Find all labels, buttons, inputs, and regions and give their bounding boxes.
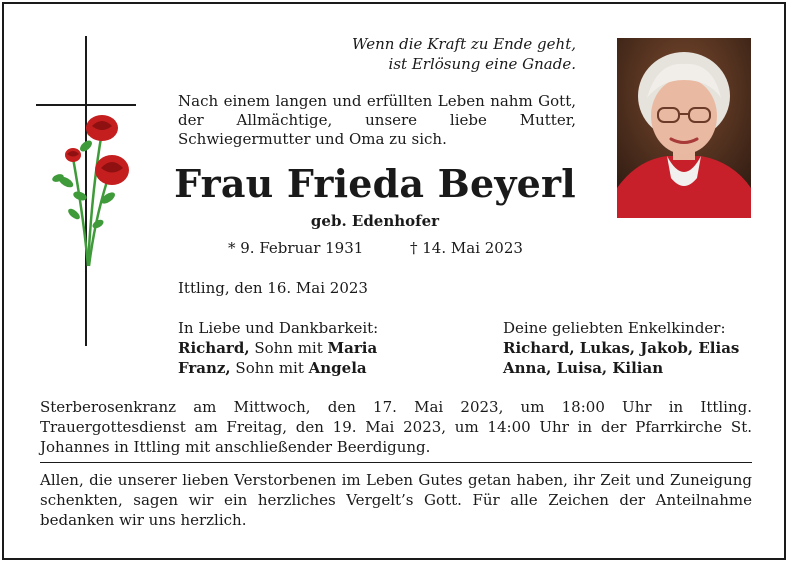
- portrait-photo: [617, 38, 751, 218]
- mourners-grandchildren: [503, 318, 739, 378]
- grandchildren-line-1: Richard, Lukas, Jakob, Elias: [503, 339, 740, 357]
- mourners-children-heading: In Liebe und Dankbarkeit:: [178, 319, 379, 337]
- thanks-text: Allen, die unserer lieben Verstorbenen im Leben Gutes getan haben, ihr Zeit und Zuneigung schenkten, sagen wir ein herzliches Vergelt’s Gott. Für alle Zeichen der Anteilnahme bedanken wir uns herzlich.: [40, 471, 752, 529]
- intro-text: Nach einem langen und erfüllten Leben nahm Gott, der Allmächtige, unsere liebe Mutter, Schwiegermutter und Oma zu sich.: [178, 92, 576, 148]
- divider: [40, 462, 752, 463]
- mourners-children: [178, 318, 378, 378]
- place-and-date: Ittling, den 16. Mai 2023: [178, 279, 368, 297]
- motto-line-2: ist Erlösung eine Gnade.: [388, 55, 576, 73]
- mourner-row: Franz, Sohn mit Angela: [178, 359, 367, 377]
- mourner-row: Richard, Sohn mit Maria: [178, 339, 378, 357]
- cross-with-roses-illustration: [36, 36, 138, 348]
- death-date: † 14. Mai 2023: [410, 239, 523, 257]
- motto-line-1: Wenn die Kraft zu Ende geht,: [352, 35, 576, 53]
- birth-name: geb. Edenhofer: [310, 212, 440, 230]
- service-details: Sterberosenkranz am Mittwoch, den 17. Mai 2023, um 18:00 Uhr in Ittling. Trauergottesdienst am Freitag, den 19. Mai 2023, um 14:00 Uhr in der Pfarrkirche St. Johannes in Ittling mit anschließender Beerdigung.: [40, 398, 752, 456]
- birth-date: * 9. Februar 1931: [228, 239, 364, 257]
- mourners-grandchildren-heading: Deine geliebten Enkelkinder:: [503, 319, 726, 337]
- motto: [300, 34, 576, 74]
- grandchildren-line-2: Anna, Luisa, Kilian: [503, 359, 664, 377]
- deceased-name: Frau Frieda Beyerl: [174, 161, 576, 206]
